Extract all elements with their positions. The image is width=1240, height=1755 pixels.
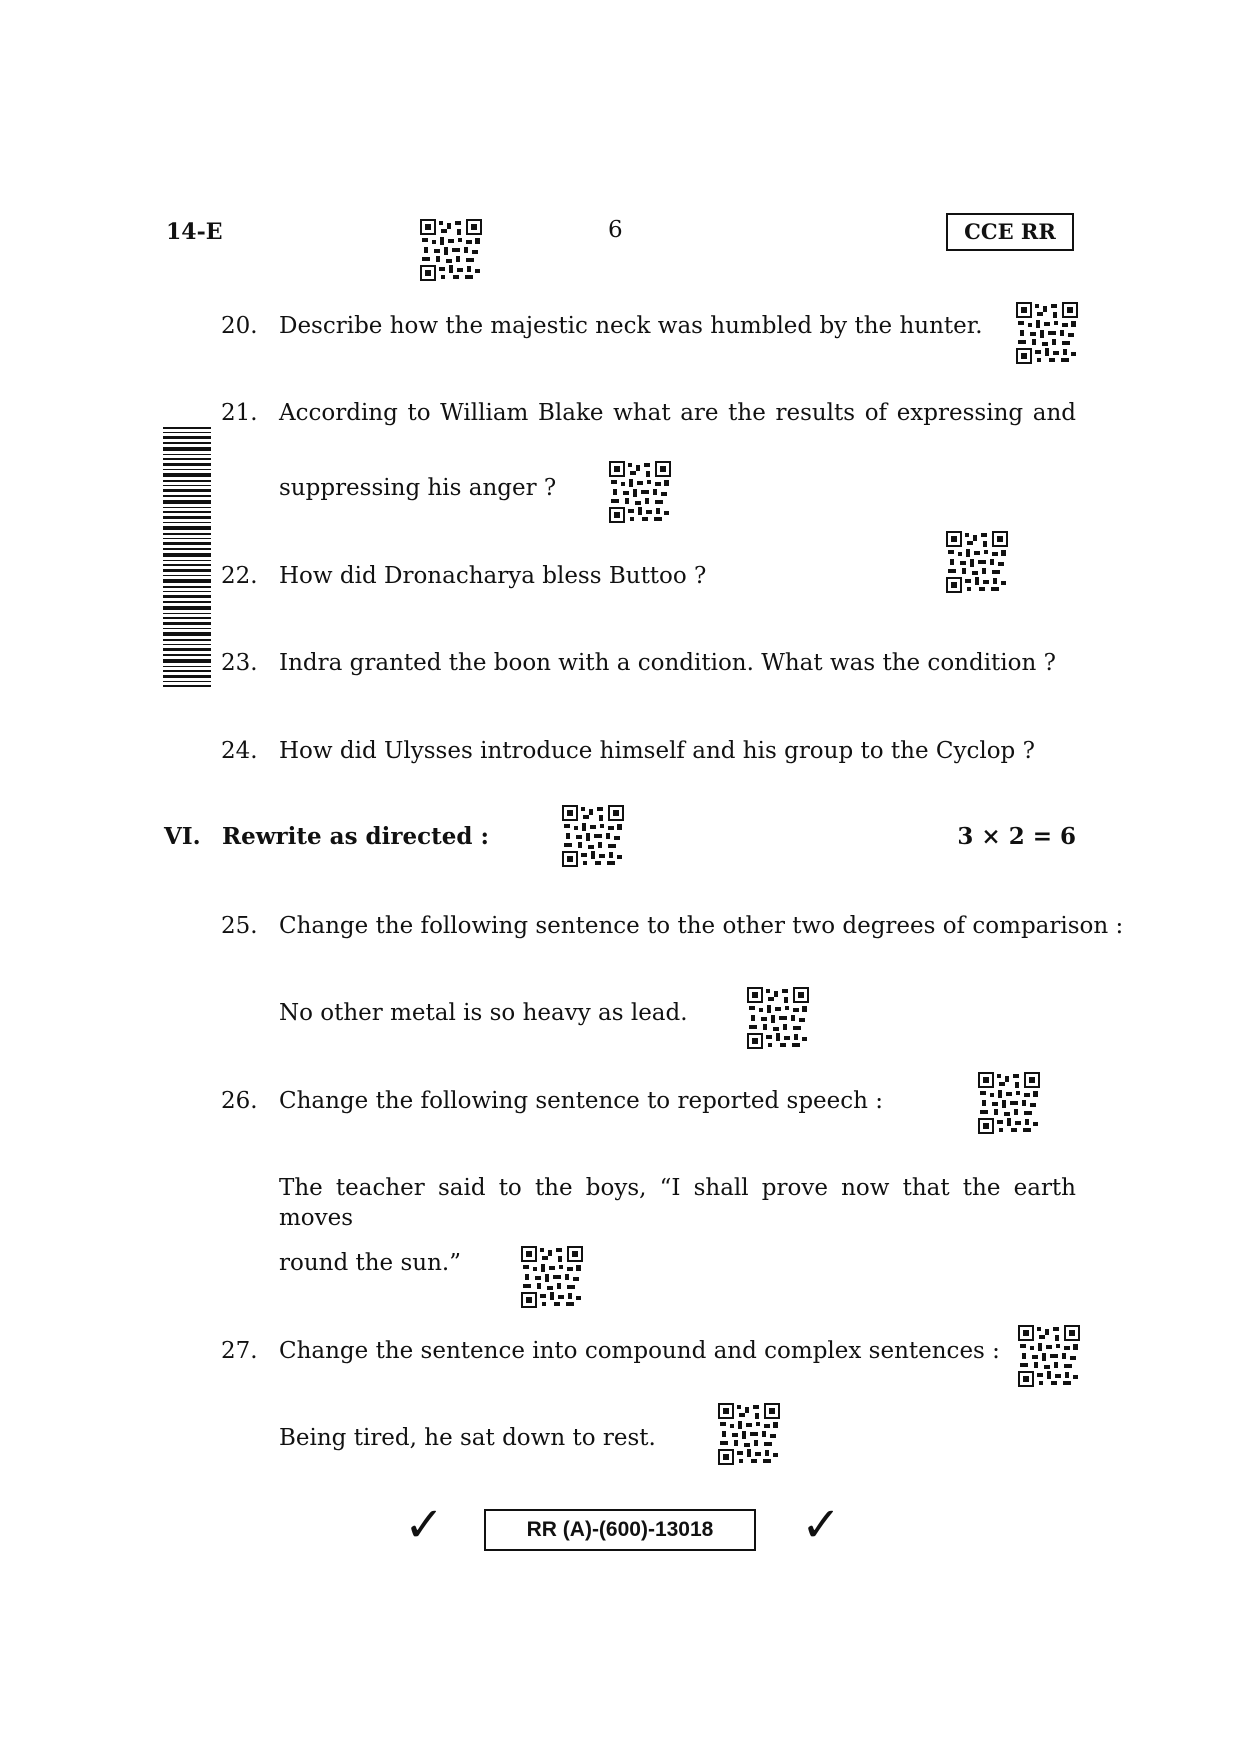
section-title: Rewrite as directed : [222, 823, 489, 850]
qr-code-icon [747, 987, 809, 1049]
given-sentence-continued: round the sun.” [279, 1250, 461, 1276]
section-number: VI. [164, 823, 201, 850]
check-mark-icon: ✓ [404, 1497, 445, 1553]
question-text: Change the following sentence to reported speech : [279, 1088, 884, 1114]
question-text: How did Ulysses introduce himself and his group to the Cyclop ? [279, 738, 1035, 764]
exam-code-box: CCE RR [946, 213, 1074, 251]
question-number: 22. [221, 563, 258, 589]
given-sentence: Being tired, he sat down to rest. [279, 1425, 656, 1451]
qr-code-icon [521, 1246, 583, 1308]
question-number: 26. [221, 1088, 258, 1114]
barcode-icon [163, 427, 211, 687]
qr-code-icon [1016, 302, 1078, 364]
given-sentence: No other metal is so heavy as lead. [279, 1000, 688, 1026]
question-text-continued: suppressing his anger ? [279, 475, 557, 501]
page-number: 6 [608, 217, 623, 243]
qr-code-icon [562, 805, 624, 867]
question-text: Change the sentence into compound and complex sentences : [279, 1338, 1000, 1364]
question-number: 24. [221, 738, 258, 764]
qr-code-icon [946, 531, 1008, 593]
footer-code-box: RR (A)-(600)-13018 [484, 1509, 756, 1551]
question-text: Change the following sentence to the other two degrees of comparison : [279, 913, 1124, 939]
question-number: 21. [221, 400, 258, 426]
qr-code-icon [718, 1403, 780, 1465]
qr-code-icon [609, 461, 671, 523]
section-marks: 3 × 2 = 6 [957, 823, 1076, 850]
paper-code: 14-E [166, 219, 223, 245]
question-text: According to William Blake what are the results of expressing and [279, 400, 1076, 426]
qr-code-icon [978, 1072, 1040, 1134]
question-text: Describe how the majestic neck was humbled by the hunter. [279, 313, 983, 339]
question-number: 23. [221, 650, 258, 676]
qr-code-icon [1018, 1325, 1080, 1387]
question-number: 27. [221, 1338, 258, 1364]
question-text: How did Dronacharya bless Buttoo ? [279, 563, 707, 589]
given-sentence: The teacher said to the boys, “I shall prove now that the earth moves [279, 1175, 1076, 1231]
question-number: 20. [221, 313, 258, 339]
check-mark-icon: ✓ [801, 1497, 842, 1553]
qr-code-icon [420, 219, 482, 281]
question-text: Indra granted the boon with a condition. What was the condition ? [279, 650, 1056, 676]
question-number: 25. [221, 913, 258, 939]
